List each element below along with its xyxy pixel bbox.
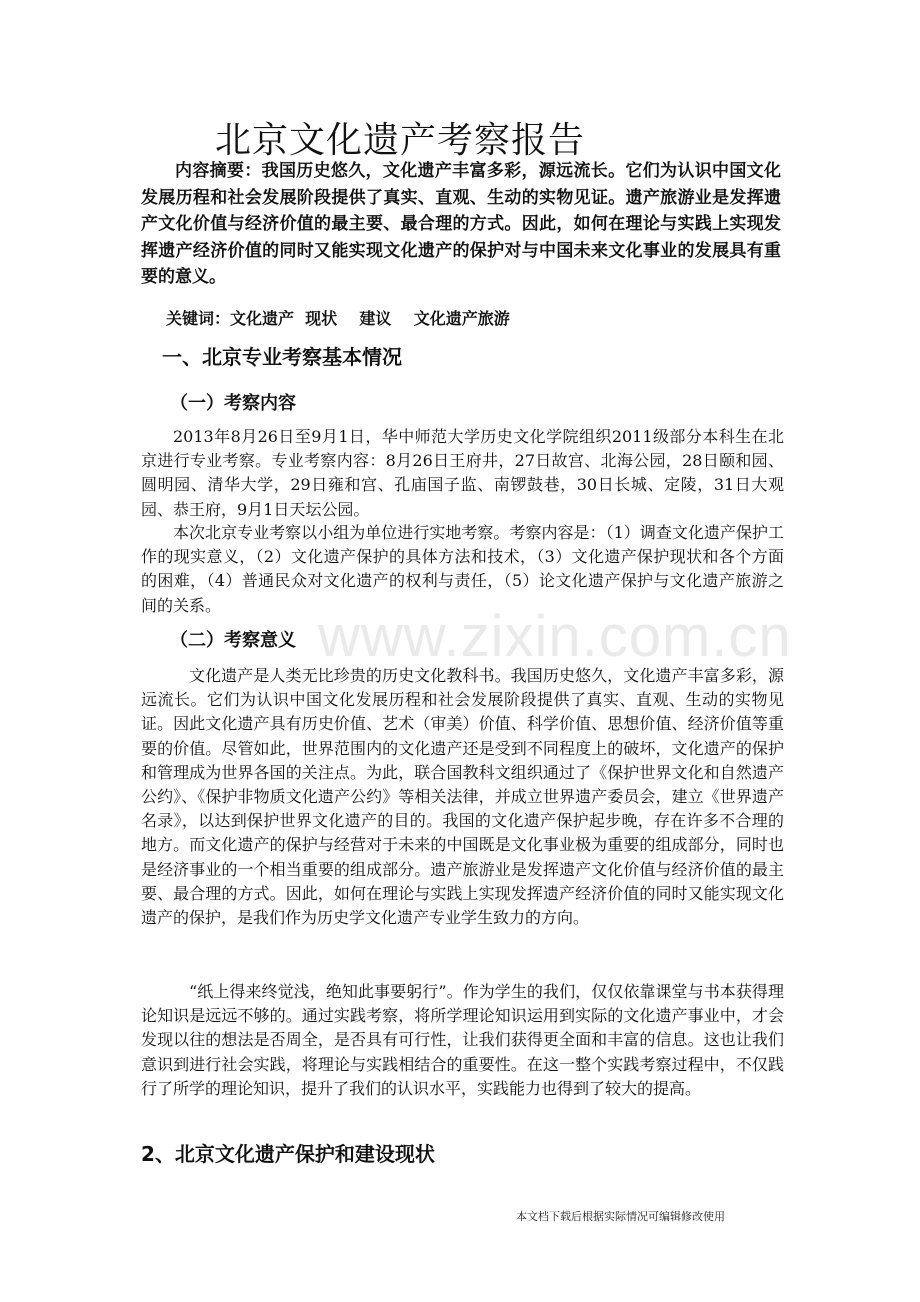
watermark: www.zixin.com.cn <box>318 604 792 669</box>
document-title: 北京文化遗产考察报告 <box>215 120 586 161</box>
abstract-paragraph: 内容摘要：我国历史悠久，文化遗产丰富多彩，源远流长。它们为认识中国文化发展历程和社会发展阶段提供了真实、直观、生动的实物见证。遗产旅游业是发挥遗产文化价值与经济价值的最主要、最合理的方式。因此，如何在理论与实践上实现发挥遗产经济价值的同时又能实现文化遗产的保护对与中国未来文化事业的发展具有重要的意义。 <box>141 161 781 287</box>
subsection-1-heading: （一）考察内容 <box>170 393 296 414</box>
subsection-2-heading: （二）考察意义 <box>170 630 296 651</box>
footer-note: 本文档下载后根据实际情况可编辑修改使用 <box>516 1210 725 1223</box>
subsection-1-paragraph-1: 2013年8月26日至9月1日，华中师范大学历史文化学院组织2011级部分本科生在北京进行专业考察。专业考察内容：8月26日王府井，27日故宫、北海公园，28日颐和园、圆明园、清华大学，29日雍和宫、孔庙国子监、南锣鼓巷，30日长城、定陵，31日大观园、恭王府，9月1日天坛公园。 <box>141 427 784 519</box>
section-2-heading: 2、北京文化遗产保护和建设现状 <box>141 1142 435 1166</box>
subsection-1-paragraph-2: 本次北京专业考察以小组为单位进行实地考察。考察内容是：（1）调查文化遗产保护工作的现实意义，（2）文化遗产保护的具体方法和技术，（3）文化遗产保护现状和各个方面的困难，（4）普通民众对文化遗产的权利与责任，（5）论文化遗产保护与文化遗产旅游之间的关系。 <box>141 523 784 615</box>
section-1-heading: 一、北京专业考察基本情况 <box>162 345 402 369</box>
keywords-line: 关键词：文化遗产 现状 建议 文化遗产旅游 <box>166 309 510 328</box>
subsection-2-paragraph-1: 文化遗产是人类无比珍贵的历史文化教科书。我国历史悠久，文化遗产丰富多彩，源远流长。它们为认识中国文化发展历程和社会发展阶段提供了真实、直观、生动的实物见证。因此文化遗产具有历史价值、艺术（审美）价值、科学价值、思想价值、经济价值等重要的价值。尽管如此，世界范围内的文化遗产还是受到不同程度上的破坏，文化遗产的保护和管理成为世界各国的关注点。为此，联合国教科文组织通过了《保护世界文化和自然遗产公约》、《保护非物质文化遗产公约》等相关法律，并成立世界遗产委员会，建立《世界遗产名录》，以达到保护世界文化遗产的目的。我国的文化遗产保护起步晚，存在许多不合理的地方。而文化遗产的保护与经营对于未来的中国既是文化事业极为重要的组成部分，同时也是经济事业的一个相当重要的组成部分。遗产旅游业是发挥遗产文化价值与经济价值的最主要、最合理的方式。因此，如何在理论与实践上实现发挥遗产经济价值的同时又能实现文化遗产的保护，是我们作为历史学文化遗产专业学生致力的方向。 <box>141 666 784 928</box>
subsection-2-paragraph-2: “纸上得来终觉浅，绝知此事要躬行”。作为学生的我们，仅仅依靠课堂与书本获得理论知识是远远不够的。通过实践考察，将所学理论知识运用到实际的文化遗产事业中，才会发现以往的想法是否周全，是否具有可行性，让我们获得更全面和丰富的信息。这也让我们意识到进行社会实践，将理论与实践相结合的重要性。在这一整个实践考察过程中，不仅践行了所学的理论知识，提升了我们的认识水平，实践能力也得到了较大的提高。 <box>141 982 784 1098</box>
